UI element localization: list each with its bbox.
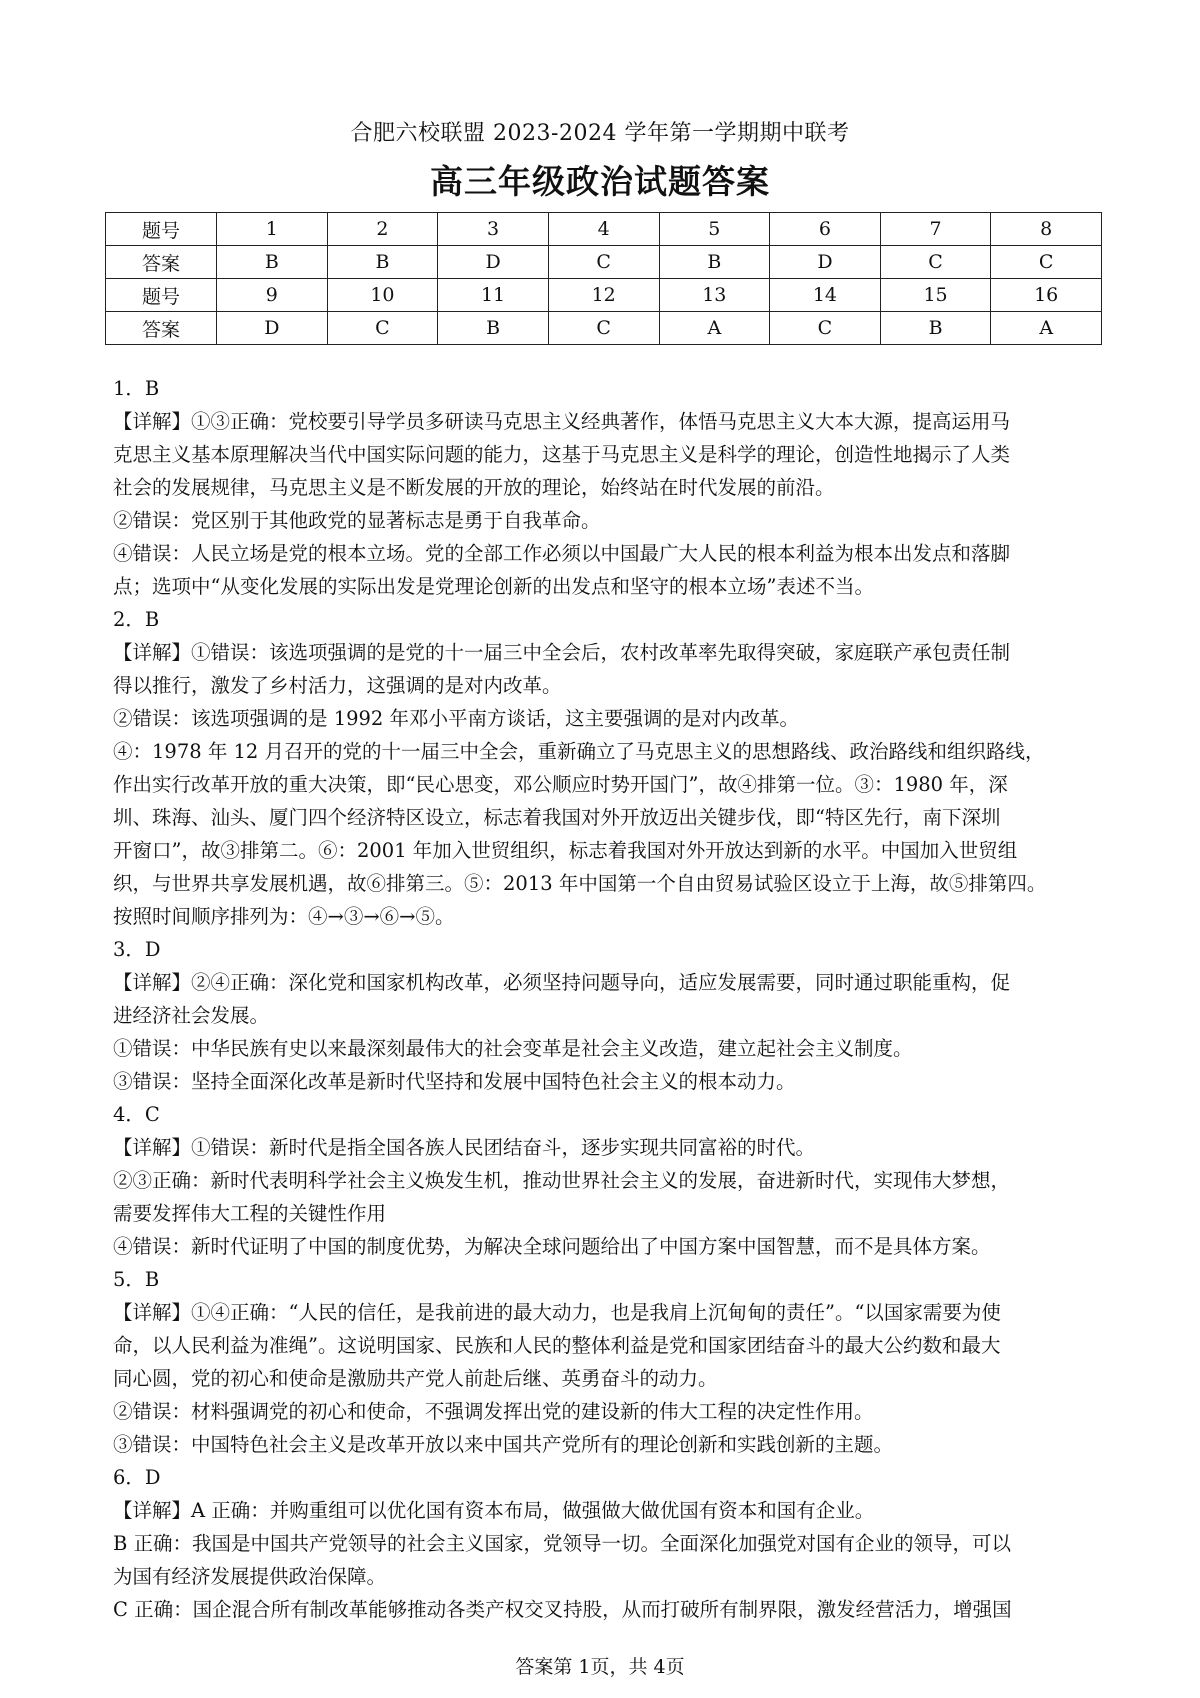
text-line: ④：1978 年 12 月召开的党的十一届三中全会，重新确立了马克思主义的思想路线、政治路线和组织路线， [113, 740, 1045, 763]
text-line: 【详解】①④正确：“人民的信任，是我前进的最大动力，也是我肩上沉甸甸的责任”。“以国家需要为使 [113, 1301, 1001, 1324]
table-cell: 8 [991, 213, 1102, 246]
exam-subtitle: 合肥六校联盟 2023-2024 学年第一学期期中联考 [350, 121, 850, 146]
table-cell: D [438, 246, 549, 279]
table-cell: C [548, 246, 659, 279]
text-line: 需要发挥伟大工程的关键性作用 [113, 1202, 387, 1225]
table-cell: B [217, 246, 328, 279]
text-line: 【详解】②④正确：深化党和国家机构改革，必须坚持问题导向，适应发展需要，同时通过职能重构，促 [113, 971, 1011, 994]
table-cell: 1 [217, 213, 328, 246]
table-row [106, 213, 1102, 246]
row-header: 题号 [106, 213, 217, 246]
text-line: 【详解】①错误：该选项强调的是党的十一届三中全会后，农村改革率先取得突破，家庭联产承包责任制 [113, 641, 1011, 664]
text-line: ②③正确：新时代表明科学社会主义焕发生机，推动世界社会主义的发展，奋进新时代，实现伟大梦想， [113, 1169, 1011, 1192]
text-line: 2．B [113, 608, 160, 631]
table-cell: C [770, 312, 881, 345]
table-cell: C [880, 246, 991, 279]
page-title: 高三年级政治试题答案 [430, 162, 770, 201]
table-cell: C [991, 246, 1102, 279]
text-line: C 正确：国企混合所有制改革能够推动各类产权交叉持股，从而打破所有制界限，激发经营活力，增强国 [113, 1598, 1012, 1621]
table-cell: 16 [991, 279, 1102, 312]
text-line: 克思主义基本原理解决当代中国实际问题的能力，这基于马克思主义是科学的理论，创造性地揭示了人类 [113, 443, 1011, 466]
text-line: 点；选项中“从变化发展的实际出发是党理论创新的出发点和坚守的根本立场”表述不当。 [113, 575, 874, 598]
table-cell: 10 [327, 279, 438, 312]
table-cell: 11 [438, 279, 549, 312]
text-line: 按照时间顺序排列为：④→③→⑥→⑤。 [113, 905, 455, 928]
table-cell: 13 [659, 279, 770, 312]
text-line: 圳、珠海、汕头、厦门四个经济特区设立，标志着我国对外开放迈出关键步伐，即“特区先行，南下深圳 [113, 806, 1001, 829]
text-line: ②错误：党区别于其他政党的显著标志是勇于自我革命。 [113, 509, 601, 532]
explanations [113, 372, 1098, 1626]
text-line: 4．C [113, 1103, 160, 1126]
table-cell: 2 [327, 213, 438, 246]
page-footer: 答案第 1页，共 4页 [515, 1656, 685, 1678]
text-line: 3．D [113, 938, 161, 961]
text-line: 5．B [113, 1268, 160, 1291]
row-header: 答案 [106, 312, 217, 345]
text-line: ③错误：中国特色社会主义是改革开放以来中国共产党所有的理论创新和实践创新的主题。 [113, 1433, 894, 1456]
text-line: ④错误：新时代证明了中国的制度优势，为解决全球问题给出了中国方案中国智慧，而不是具体方案。 [113, 1235, 991, 1258]
table-cell: C [548, 312, 659, 345]
text-line: 1．B [113, 377, 160, 400]
table-row [106, 246, 1102, 279]
text-line: ②错误：该选项强调的是 1992 年邓小平南方谈话，这主要强调的是对内改革。 [113, 707, 800, 730]
table-cell: 5 [659, 213, 770, 246]
table-row [106, 312, 1102, 345]
table-cell: B [438, 312, 549, 345]
text-line: 命，以人民利益为准绳”。这说明国家、民族和人民的整体利益是党和国家团结奋斗的最大公约数和最大 [113, 1334, 1001, 1357]
table-cell: D [770, 246, 881, 279]
text-line: 作出实行改革开放的重大决策，即“民心思变，邓公顺应时势开国门”，故④排第一位。③：1980 年，深 [113, 773, 1008, 796]
text-line: B 正确：我国是中国共产党领导的社会主义国家，党领导一切。全面深化加强党对国有企业的领导，可以 [113, 1532, 1012, 1555]
text-line: 【详解】A 正确：并购重组可以优化国有资本布局，做强做大做优国有资本和国有企业。 [113, 1499, 875, 1522]
table-cell: 3 [438, 213, 549, 246]
text-line: 6．D [113, 1466, 161, 1489]
text-line: 开窗口”，故③排第二。⑥：2001 年加入世贸组织，标志着我国对外开放达到新的水平。中国加入世贸组 [113, 839, 1018, 862]
table-cell: 6 [770, 213, 881, 246]
row-header: 答案 [106, 246, 217, 279]
table-cell: A [659, 312, 770, 345]
text-line: 社会的发展规律，马克思主义是不断发展的开放的理论，始终站在时代发展的前沿。 [113, 476, 835, 499]
table-cell: 9 [217, 279, 328, 312]
text-line: 【详解】①错误：新时代是指全国各族人民团结奋斗，逐步实现共同富裕的时代。 [113, 1136, 816, 1159]
table-cell: 4 [548, 213, 659, 246]
text-line: 同心圆，党的初心和使命是激励共产党人前赴后继、英勇奋斗的动力。 [113, 1367, 718, 1390]
table-cell: B [327, 246, 438, 279]
text-line: ①错误：中华民族有史以来最深刻最伟大的社会变革是社会主义改造，建立起社会主义制度。 [113, 1037, 913, 1060]
table-cell: A [991, 312, 1102, 345]
table-cell: B [659, 246, 770, 279]
text-line: 为国有经济发展提供政治保障。 [113, 1565, 387, 1588]
table-row [106, 279, 1102, 312]
answer-table [105, 212, 1102, 345]
table-cell: 12 [548, 279, 659, 312]
table-cell: 7 [880, 213, 991, 246]
text-line: 【详解】①③正确：党校要引导学员多研读马克思主义经典著作，体悟马克思主义大本大源，提高运用马 [113, 410, 1011, 433]
text-line: 进经济社会发展。 [113, 1004, 270, 1027]
text-line: ③错误：坚持全面深化改革是新时代坚持和发展中国特色社会主义的根本动力。 [113, 1070, 796, 1093]
text-line: 织，与世界共享发展机遇，故⑥排第三。⑤：2013 年中国第一个自由贸易试验区设立于上海，故⑤排第四。 [113, 872, 1047, 895]
text-line: 得以推行，激发了乡村活力，这强调的是对内改革。 [113, 674, 562, 697]
table-cell: D [217, 312, 328, 345]
table-cell: C [327, 312, 438, 345]
table-cell: B [880, 312, 991, 345]
table-cell: 15 [880, 279, 991, 312]
text-line: ④错误：人民立场是党的根本立场。党的全部工作必须以中国最广大人民的根本利益为根本出发点和落脚 [113, 542, 1011, 565]
table-cell: 14 [770, 279, 881, 312]
text-line: ②错误：材料强调党的初心和使命，不强调发挥出党的建设新的伟大工程的决定性作用。 [113, 1400, 874, 1423]
row-header: 题号 [106, 279, 217, 312]
